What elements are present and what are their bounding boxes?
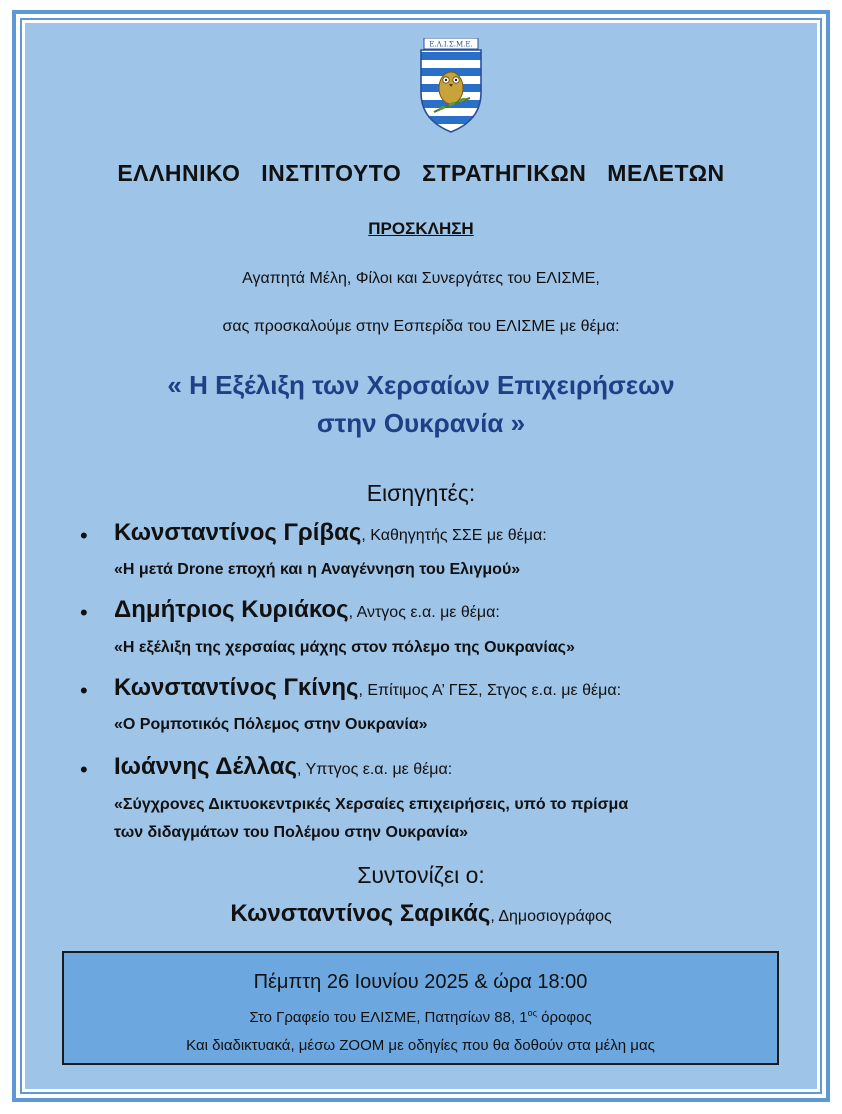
event-location: [64, 1008, 777, 1026]
owl-icon: [439, 72, 463, 104]
elisme-logo: [416, 38, 486, 134]
floor-ordinal: ος: [527, 1008, 537, 1018]
bullet-icon: •: [80, 523, 88, 548]
greeting-line: Αγαπητά Μέλη, Φίλοι και Συνεργάτες του ΕΛΙΣΜΕ,: [242, 270, 600, 287]
speaker-talk: [114, 791, 628, 847]
logo-caption: Ε.Λ.Ι.Σ.Μ.Ε.: [429, 40, 473, 49]
speaker-role: , Υπτγος ε.α. με θέμα:: [297, 761, 453, 778]
speaker-name: Κωνσταντίνος Γκίνης: [114, 674, 359, 701]
floor-text: όροφος: [536, 1009, 592, 1026]
speaker-role: , Επίτιμος Α’ ΓΕΣ, Στγος ε.α. με θέμα:: [358, 682, 622, 699]
event-online-note: Και διαδικτυακά, μέσω ZOOM με οδηγίες που θα δοθούν στα μέλη μας: [186, 1037, 655, 1054]
moderator-role: , Δημοσιογράφος: [490, 908, 612, 925]
topic-line-1: « Η Εξέλιξη των Χερσαίων Επιχειρήσεων: [167, 370, 675, 400]
moderator-heading: Συντονίζει ο:: [357, 862, 485, 888]
event-topic: [22, 366, 820, 442]
talk-line-2: των διδαγμάτων του Πολέμου στην Ουκρανία»: [114, 824, 469, 841]
speaker-talk: [114, 634, 575, 662]
speakers-heading: Εισηγητές:: [366, 480, 476, 506]
speaker-name: Ιωάννης Δέλλας: [114, 753, 298, 780]
speaker-talk: [114, 556, 520, 584]
talk-line-1: «Σύγχρονες Δικτυοκεντρικές Χερσαίες επιχειρήσεις, υπό το πρίσμα: [114, 796, 629, 813]
bullet-icon: •: [80, 600, 88, 625]
talk-line-1: «Η εξέλιξη της χερσαίας μάχης στον πόλεμο της Ουκρανίας»: [114, 639, 575, 656]
speaker-role: , Αντγος ε.α. με θέμα:: [348, 604, 500, 621]
bullet-icon: •: [80, 757, 88, 782]
topic-line-2: στην Ουκρανία »: [316, 408, 526, 438]
moderator-line: [22, 900, 820, 928]
speaker-talk: [114, 711, 428, 739]
invitation-heading: ΠΡΟΣΚΛΗΣΗ: [368, 219, 474, 238]
speaker-role: , Καθηγητής ΣΣΕ με θέμα:: [361, 527, 547, 544]
speaker-name: Κωνσταντίνος Γρίβας: [114, 519, 362, 546]
talk-line-1: «Η μετά Drone εποχή και η Αναγέννηση του Ελιγμού»: [114, 561, 521, 578]
location-text: Στο Γραφείο του ΕΛΙΣΜΕ, Πατησίων 88, 1: [249, 1009, 528, 1026]
event-info-box: [62, 951, 779, 1065]
talk-line-1: «Ο Ρομποτικός Πόλεμος στην Ουκρανία»: [114, 716, 428, 733]
institute-title: ΕΛΛΗΝΙΚΟ ΙΝΣΤΙΤΟΥΤΟ ΣΤΡΑΤΗΓΙΚΩΝ ΜΕΛΕΤΩΝ: [117, 160, 725, 186]
event-date-time: Πέμπτη 26 Ιουνίου 2025 & ώρα 18:00: [253, 971, 588, 993]
moderator-name: Κωνσταντίνος Σαρικάς: [230, 900, 491, 927]
intro-line: σας προσκαλούμε στην Εσπερίδα του ΕΛΙΣΜΕ με θέμα:: [222, 318, 620, 335]
bullet-icon: •: [80, 678, 88, 703]
speaker-name: Δημήτριος Κυριάκος: [114, 596, 349, 623]
